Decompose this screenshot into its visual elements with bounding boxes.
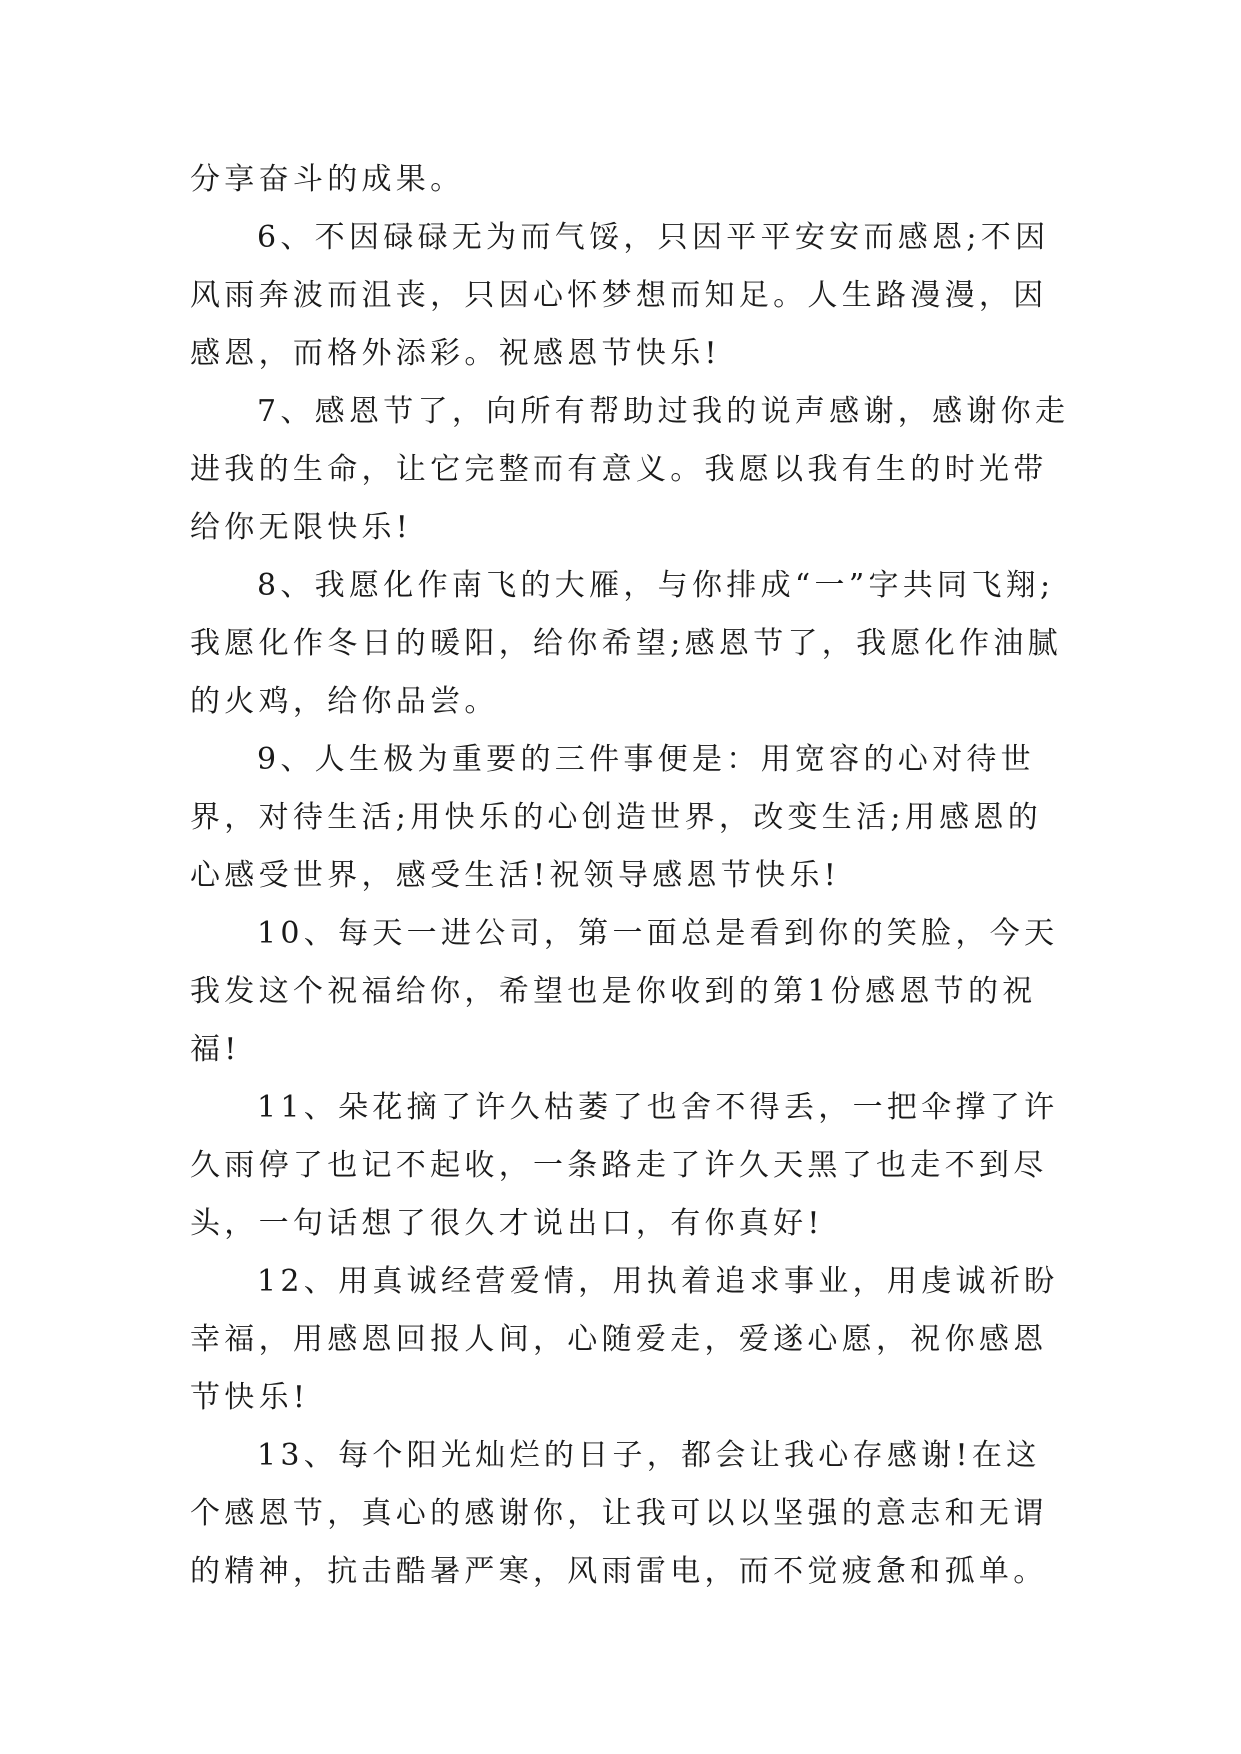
paragraph-item-10: 10、每天一进公司，第一面总是看到你的笑脸，今天我发这个祝福给你，希望也是你收到的第1份感恩节的祝福! [190, 916, 1059, 1067]
document-body [190, 151, 1070, 1601]
paragraph-item-9: 9、人生极为重要的三件事便是：用宽容的心对待世界，对待生活;用快乐的心创造世界，改变生活;用感恩的心感受世界，感受生活!祝领导感恩节快乐! [190, 742, 1043, 893]
paragraph-item-13: 13、每个阳光灿烂的日子，都会让我心存感谢!在这个感恩节，真心的感谢你，让我可以以坚强的意志和无谓的精神，抗击酷暑严寒，风雨雷电，而不觉疲惫和孤单。 [190, 1438, 1048, 1589]
paragraph-item-11: 11、朵花摘了许久枯萎了也舍不得丢，一把伞撑了许久雨停了也记不起收，一条路走了许久天黑了也走不到尽头，一句话想了很久才说出口，有你真好! [190, 1090, 1059, 1241]
paragraph-item-7: 7、感恩节了，向所有帮助过我的说声感谢，感谢你走进我的生命，让它完整而有意义。我愿以我有生的时光带给你无限快乐! [190, 394, 1070, 545]
paragraph-item-6: 6、不因碌碌无为而气馁，只因平平安安而感恩;不因风雨奔波而沮丧，只因心怀梦想而知足。人生路漫漫，因感恩，而格外添彩。祝感恩节快乐! [190, 220, 1050, 371]
paragraph-continuation: 分享奋斗的成果。 [190, 162, 465, 197]
paragraph-item-12: 12、用真诚经营爱情，用执着追求事业，用虔诚祈盼幸福，用感恩回报人间，心随爱走，爱遂心愿，祝你感恩节快乐! [190, 1264, 1059, 1415]
paragraph-item-8: 8、我愿化作南飞的大雁，与你排成“一”字共同飞翔;我愿化作冬日的暖阳，给你希望;感恩节了，我愿化作油腻的火鸡，给你品尝。 [190, 568, 1062, 719]
